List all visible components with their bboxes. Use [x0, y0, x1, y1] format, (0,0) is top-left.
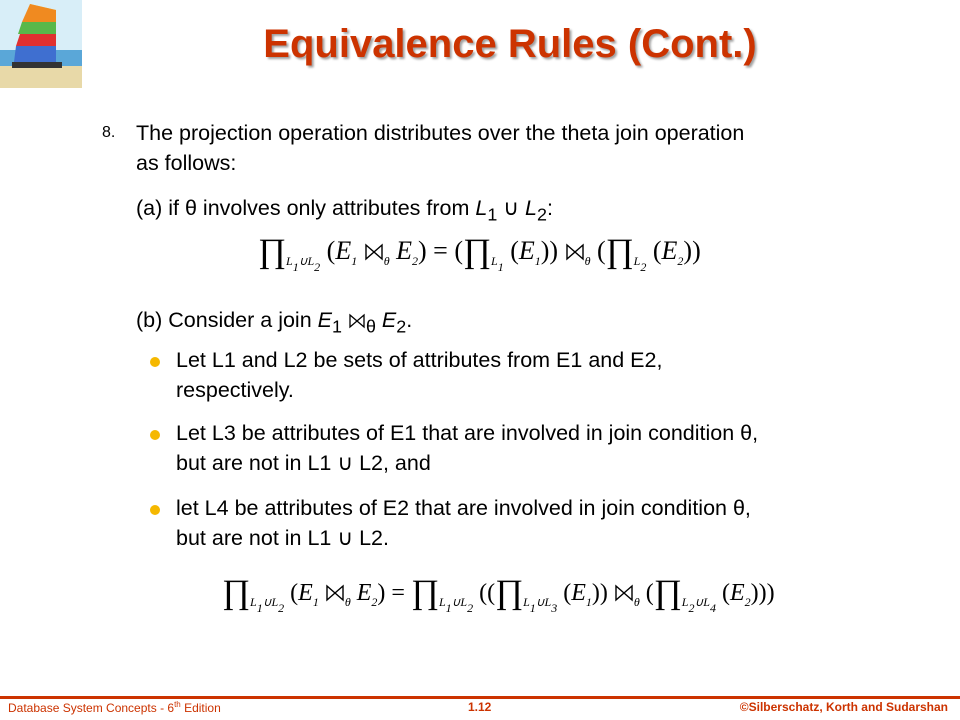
- bullet-2-line-2: but are not in L1 ∪ L2, and: [176, 451, 431, 475]
- rule-text-line-2: as follows:: [136, 151, 237, 175]
- l1-union-l2: $L_1$ ∪ $L_2$:: [475, 196, 553, 225]
- theta-join-symbol: [325, 584, 345, 602]
- bullet-1-line-2: respectively.: [176, 378, 294, 402]
- footer-page-number: 1.12: [468, 700, 492, 714]
- bullet-dot: [150, 430, 160, 440]
- bullet-dot: [150, 357, 160, 367]
- part-a-prefix: (a) if: [136, 196, 179, 220]
- bullet-1-line-1: Let L1 and L2 be sets of attributes from E1 and E2,: [176, 348, 663, 372]
- bullet-2-line-1: Let L3 be attributes of E1 that are involved in join condition θ,: [176, 421, 759, 445]
- footer: [0, 700, 960, 720]
- theta-symbol: θ: [184, 196, 203, 220]
- rule-text-line-1: The projection operation distributes over the theta join operation: [136, 121, 745, 145]
- bullet-3-line-2: but are not in L1 ∪ L2.: [176, 526, 389, 550]
- theta-join-symbol: [565, 243, 585, 261]
- footer-right: ©Silberschatz, Korth and Sudarshan: [739, 700, 948, 714]
- slide-title: Equivalence Rules (Cont.): [263, 22, 757, 66]
- part-a-mid: involves only attributes from: [202, 196, 470, 220]
- rule-number: 8.: [102, 124, 116, 141]
- footer-left: Database System Concepts - 6th Edition: [8, 700, 221, 715]
- formula-b: $\prod_{L_1\cup L_2}$ ($E_1$ $_\theta$ $E_2$) = $\prod_{L_1\cup L_2}$ (($\prod_{L_1\cup L_3}$ $(E_1)$) $_\theta$ ($\prod_{L_2\cup L_4}$ $(E_2)$)): [222, 574, 775, 615]
- theta-join-symbol: [348, 313, 366, 329]
- theta-join-symbol: [364, 243, 384, 261]
- footer-rule: [0, 696, 960, 699]
- formula-a: $\prod_{L_1\cup L_2}$ ($E_1$ $_\theta$ $E_2$) = ($\prod_{L_1}$ $(E_1)$) $_\theta$ ($\prod_{L_2}$ $(E_2)$): [258, 233, 701, 274]
- bullet-3-line-1: let L4 be attributes of E2 that are involved in join condition θ,: [176, 496, 751, 520]
- theta-join-symbol: [614, 584, 634, 602]
- part-b-line: (b) Consider a join $E_1$ $_\theta$ $E_2$.: [136, 308, 413, 337]
- part-b-prefix: (b) Consider a join: [136, 308, 312, 332]
- bullet-dot: [150, 505, 160, 515]
- part-a-condition: [136, 193, 553, 229]
